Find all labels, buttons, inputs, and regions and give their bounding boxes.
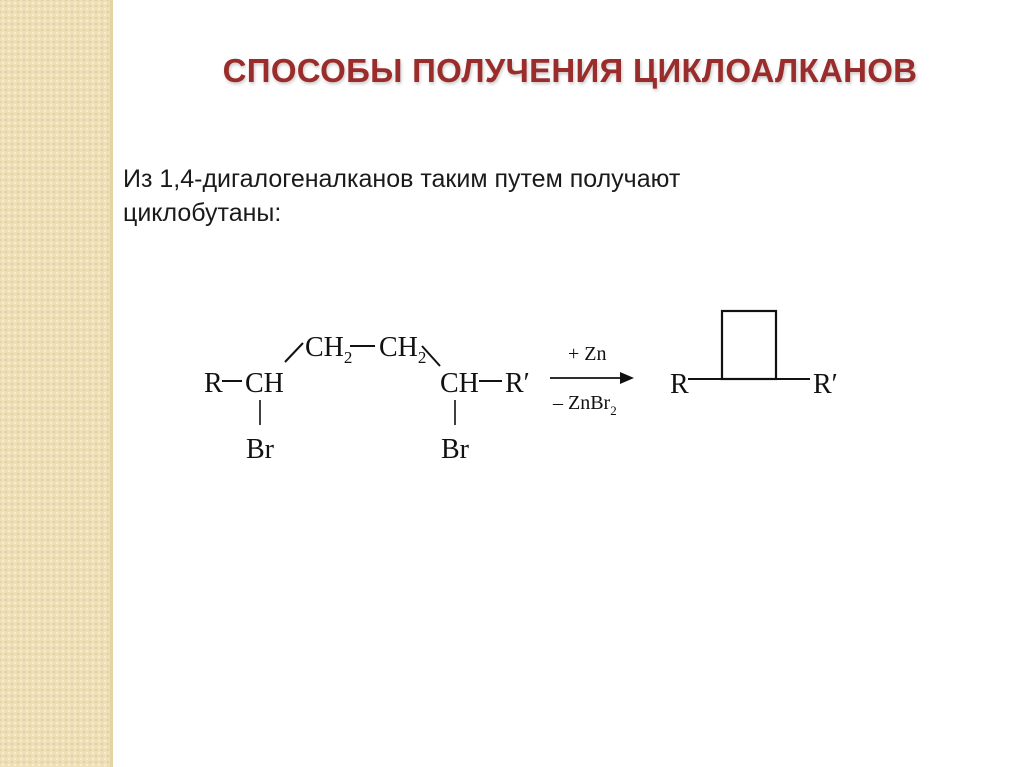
product-r-left: R xyxy=(670,369,689,400)
byproduct-below-arrow: – ZnBr$_2$ xyxy=(553,392,617,418)
reactant-r-left: R xyxy=(204,368,223,399)
product-r-right: R′ xyxy=(813,369,838,400)
reactant-ch2-left: $CH_2$ xyxy=(305,332,353,367)
reactant-br-right: Br xyxy=(441,434,469,465)
reactant-r-right: R′ xyxy=(505,368,530,399)
reaction-arrow-head xyxy=(620,372,634,384)
bond-ch-ch2-left xyxy=(285,343,303,362)
reactant-ch-left: CH xyxy=(245,368,284,399)
reactant-ch-right: CH xyxy=(440,368,479,399)
body-text-line-1: Из 1,4-дигалогеналканов таким путем получают xyxy=(123,165,681,193)
slide-title: СПОСОБЫ ПОЛУЧЕНИЯ ЦИКЛОАЛКАНОВ xyxy=(222,52,918,89)
body-text-line-2: циклобутаны: xyxy=(123,199,282,227)
cyclobutane-ring xyxy=(722,311,776,379)
reactant-br-left: Br xyxy=(246,434,274,465)
reactant-ch2-right: $CH_2$ xyxy=(379,332,427,367)
reagent-above-arrow: + Zn xyxy=(568,343,607,365)
